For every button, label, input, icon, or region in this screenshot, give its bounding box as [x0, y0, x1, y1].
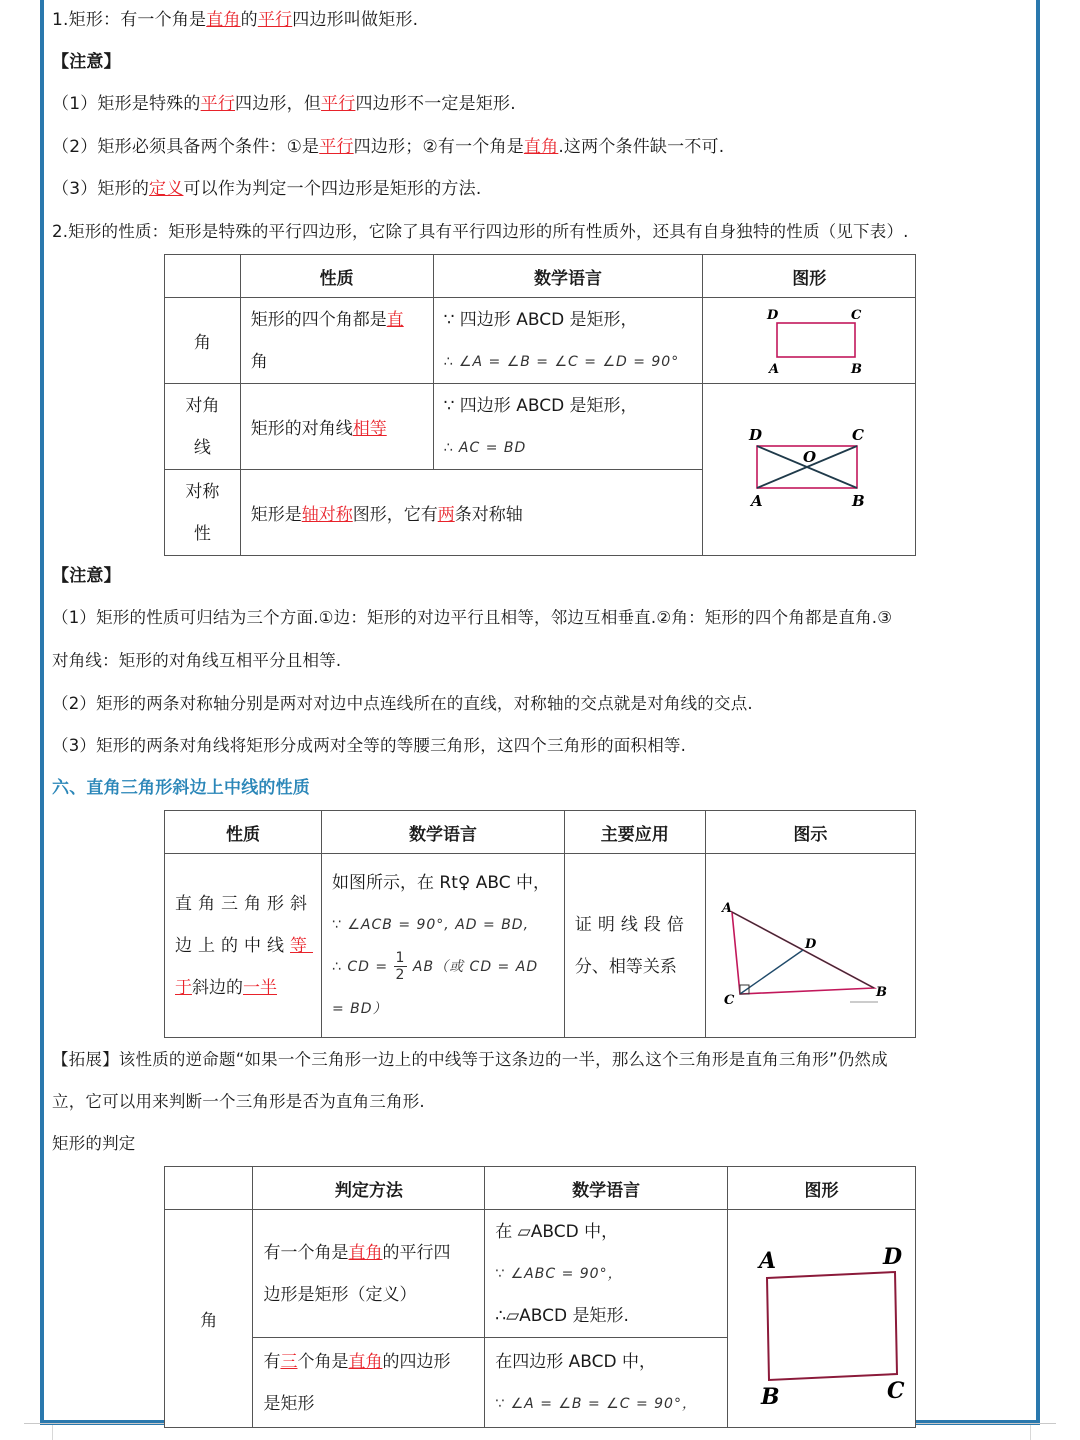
text: 角 [193, 333, 211, 353]
math-cell [322, 854, 565, 1038]
math-line: 在 ▱ABCD 中， [495, 1221, 619, 1242]
note-2 [52, 135, 724, 159]
header-cell: 性质 [165, 811, 322, 854]
vertex-label-d: D [882, 1244, 902, 1270]
figure-cell [703, 298, 916, 384]
vertex-label-a: A [769, 362, 780, 375]
text: 分、相等关系 [574, 956, 677, 977]
highlight: 轴对称 [301, 505, 353, 525]
math-line: 如图所示，在 Rt♀ ABC 中， [332, 872, 551, 893]
text: 线 [193, 437, 211, 458]
table-header-row [165, 255, 916, 298]
highlight: 定义 [149, 179, 184, 199]
header-cell [165, 1167, 253, 1210]
highlight: 平行 [319, 137, 354, 157]
text: 可以作为判定一个四边形是矩形的方法. [183, 179, 482, 199]
text: .这两个条件缺一不可. [558, 137, 725, 157]
text: 个角是 [297, 1351, 349, 1372]
header-cell: 性质 [240, 255, 433, 298]
table-row [165, 854, 916, 1038]
row-label [165, 384, 241, 470]
math-line: ∴ AC = BD [443, 439, 527, 456]
header-cell: 图示 [705, 811, 915, 854]
vertex-label-c: C [886, 1378, 905, 1404]
figure-cell [705, 854, 915, 1038]
math-text: AB（或 CD = AD [412, 958, 539, 975]
next-page-edge-right [1030, 1425, 1031, 1440]
row-label [165, 298, 241, 384]
vertex-label-d: D [767, 308, 779, 323]
rectangle-shape [767, 1272, 897, 1380]
text: （1）矩形是特殊的 [52, 94, 201, 114]
vertex-label-a: A [751, 492, 763, 510]
judgement-table [164, 1166, 916, 1428]
highlight: 直角 [348, 1242, 383, 1263]
text: 条对称轴 [454, 505, 523, 525]
math-text: ∴ CD = [332, 958, 394, 975]
text: 1.矩形：有一个角是 [52, 10, 207, 30]
rectangle-diagonals-figure [739, 422, 879, 512]
text: 边上的中线 [175, 935, 290, 956]
property-note-3: （3）矩形的两条对角线将矩形分成两对全等的等腰三角形，这四个三角形的面积相等. [52, 736, 687, 755]
text: 对角 [185, 395, 220, 416]
math-line: 在四边形 ABCD 中， [495, 1351, 657, 1372]
text: 边形是矩形（定义） [263, 1284, 417, 1305]
math-line: ∵ 四边形 ABCD 是矩形， [443, 309, 638, 330]
property-note-1b: 对角线：矩形的对角线互相平分且相等. [52, 651, 342, 670]
header-cell: 判定方法 [253, 1167, 485, 1210]
vertex-label-b: B [760, 1384, 780, 1406]
highlight: 平行 [321, 94, 356, 114]
property-note-1a: （1）矩形的性质可归结为三个方面.①边：矩形的对边平行且相等，邻边互相垂直.②角：矩形的四个角都是直角.③ [52, 608, 893, 627]
highlight: 两 [437, 505, 455, 525]
vertex-label-b: B [876, 985, 888, 1000]
text: （2）矩形必须具备两个条件：①是 [52, 137, 320, 157]
row-label: 角 [165, 1210, 253, 1428]
vertex-label-a: A [722, 901, 733, 916]
vertex-label-b: B [851, 362, 863, 375]
text: 有一个角是 [263, 1242, 349, 1263]
judgement-title: 矩形的判定 [52, 1134, 136, 1153]
text: 矩形的对角线 [250, 419, 353, 439]
math-line: = BD） [332, 1000, 388, 1017]
vertex-label-b: B [852, 492, 865, 510]
vertex-label-c: C [851, 308, 862, 323]
text: 对称 [185, 481, 220, 502]
triangle-shape [732, 912, 874, 994]
rectangle-figure [739, 301, 879, 375]
table-row [165, 1210, 916, 1338]
figure-cell [728, 1210, 916, 1428]
highlight: 平行 [200, 94, 236, 114]
text: 图形，它有 [352, 505, 438, 525]
highlight: 于 [175, 977, 192, 998]
text: 直角三角形斜 [175, 893, 313, 914]
property-note-2: （2）矩形的两条对称轴分别是两对对边中点连线所在的直线，对称轴的交点就是对角线的交点. [52, 694, 753, 713]
table-row [165, 298, 916, 384]
median-table [164, 810, 916, 1038]
highlight: 一半 [243, 977, 277, 998]
vertex-label-c: C [724, 993, 735, 1008]
header-cell: 数学语言 [485, 1167, 728, 1210]
text: 证明线段倍 [574, 914, 690, 935]
section-heading-6: 六、直角三角形斜边上中线的性质 [52, 778, 310, 798]
header-cell: 图形 [703, 255, 916, 298]
method-cell [253, 1338, 485, 1428]
fraction-denominator: 2 [395, 967, 406, 983]
math-cell [433, 298, 703, 384]
text: 是矩形 [263, 1393, 315, 1414]
math-line: ∴ ∠A = ∠B = ∠C = ∠D = 90° [443, 353, 680, 370]
note-1 [52, 92, 516, 116]
text: 角 [250, 351, 268, 372]
text: 四边形不一定是矩形. [355, 94, 516, 114]
text: 矩形的四个角都是 [250, 309, 387, 330]
symmetry-cell [240, 470, 703, 556]
math-cell [433, 384, 703, 470]
figure-cell [703, 384, 916, 556]
header-cell: 主要应用 [564, 811, 705, 854]
text: 四边形叫做矩形. [292, 10, 419, 30]
property-cell [240, 384, 433, 470]
note-title-2: 【注意】 [52, 566, 121, 586]
highlight: 直角 [348, 1351, 383, 1372]
properties-intro: 2.矩形的性质：矩形是特殊的平行四边形，它除了具有平行四边形的所有性质外，还具有自身独特的性质（见下表）. [52, 222, 909, 241]
text: 四边形；②有一个角是 [353, 137, 524, 157]
text: 有 [263, 1351, 281, 1372]
next-page-edge-left [52, 1425, 53, 1440]
vertex-label-a: A [758, 1248, 776, 1274]
math-line: ∵ ∠ABC = 90°， [495, 1265, 623, 1282]
center-label-o: O [803, 448, 817, 466]
math-cell [485, 1338, 728, 1428]
text: 性 [193, 523, 211, 544]
highlight: 平行 [257, 10, 293, 30]
rectangle-definition [52, 8, 418, 32]
application-cell [564, 854, 705, 1038]
fraction [394, 950, 408, 983]
property-cell [240, 298, 433, 384]
page-frame-left [40, 0, 44, 1424]
page-frame-right [1036, 0, 1040, 1424]
header-cell: 数学语言 [433, 255, 703, 298]
text: 斜边的 [192, 977, 243, 998]
table-header-row [165, 811, 916, 854]
text: 四边形，但 [235, 94, 322, 114]
highlight: 相等 [352, 419, 387, 439]
highlight: 等 [290, 935, 313, 956]
math-line: ∴▱ABCD 是矩形. [495, 1305, 629, 1326]
highlight: 三 [280, 1351, 298, 1372]
header-cell [165, 255, 241, 298]
rectangle-shape [777, 323, 855, 357]
text: 的平行四 [382, 1242, 451, 1263]
math-line: ∵ ∠ACB = 90°, AD = BD, [332, 916, 530, 933]
method-cell [253, 1210, 485, 1338]
highlight: 直 [386, 309, 404, 330]
text: 的 [240, 10, 258, 30]
fraction-numerator: 1 [395, 950, 406, 966]
text: 矩形是 [250, 505, 302, 525]
math-cell [485, 1210, 728, 1338]
row-label [165, 470, 241, 556]
extension-line-2: 立，它可以用来判断一个三角形是否为直角三角形. [52, 1092, 425, 1111]
vertex-label-c: C [852, 426, 865, 444]
text: （3）矩形的 [52, 179, 150, 199]
note-title-1: 【注意】 [52, 52, 121, 72]
math-line: ∵ 四边形 ABCD 是矩形， [443, 395, 638, 416]
rectangle-judgement-figure [737, 1226, 907, 1406]
highlight: 直角 [206, 10, 241, 30]
table-row [165, 384, 916, 470]
property-cell [165, 854, 322, 1038]
note-3 [52, 177, 481, 201]
table-header-row [165, 1167, 916, 1210]
extension-line-1: 【拓展】该性质的逆命题“如果一个三角形一边上的中线等于这条边的一半，那么这个三角形是直角三角形”仍然成 [52, 1050, 888, 1069]
highlight: 直角 [523, 137, 559, 157]
right-triangle-figure [710, 878, 910, 1008]
vertex-label-d: D [749, 426, 763, 444]
text: 的四边形 [382, 1351, 451, 1372]
math-line: ∵ ∠A = ∠B = ∠C = 90°， [495, 1395, 697, 1412]
header-cell: 图形 [728, 1167, 916, 1210]
header-cell: 数学语言 [322, 811, 565, 854]
midpoint-label-d: D [805, 937, 817, 952]
properties-table [164, 254, 916, 556]
